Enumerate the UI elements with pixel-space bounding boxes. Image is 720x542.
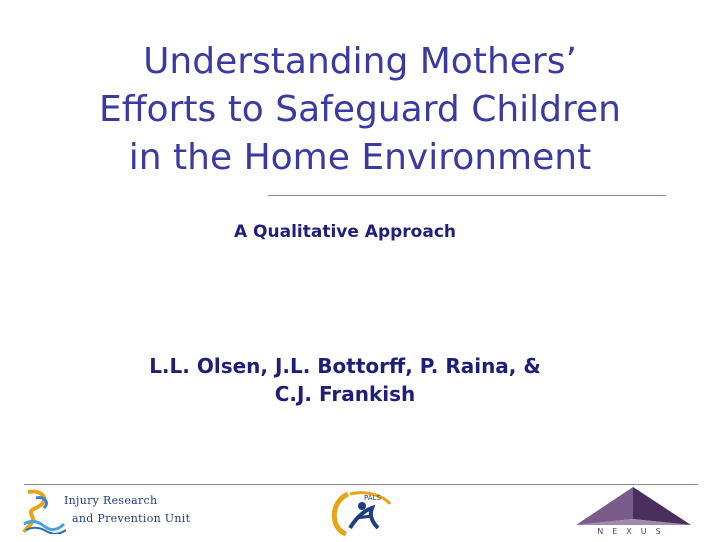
title-line-3: in the Home Environment — [128, 137, 592, 178]
nexus-logo — [566, 485, 701, 540]
author-list — [90, 352, 600, 408]
pals-logo-text: PALS — [364, 494, 381, 502]
irpu-logo — [22, 488, 222, 534]
pals-emblem-icon — [326, 488, 396, 538]
title-line-2: Efforts to Safeguard Children — [99, 89, 621, 130]
slide-subtitle: A Qualitative Approach — [233, 222, 457, 242]
irpu-logo-line-1: Injury Research — [64, 494, 158, 507]
authors-line-2: C.J. Frankish — [274, 382, 416, 406]
title-line-1: Understanding Mothers’ — [143, 41, 577, 82]
irpu-emblem-icon — [22, 488, 66, 534]
authors-line-1: L.L. Olsen, J.L. Bottorff, P. Raina, & — [149, 354, 541, 378]
irpu-logo-line-2: and Prevention Unit — [72, 512, 191, 525]
slide-title — [20, 38, 700, 182]
nexus-logo-text: NEXUS — [597, 527, 670, 536]
pals-logo — [326, 488, 396, 538]
nexus-pyramid-icon — [566, 485, 701, 527]
title-divider — [268, 195, 666, 196]
